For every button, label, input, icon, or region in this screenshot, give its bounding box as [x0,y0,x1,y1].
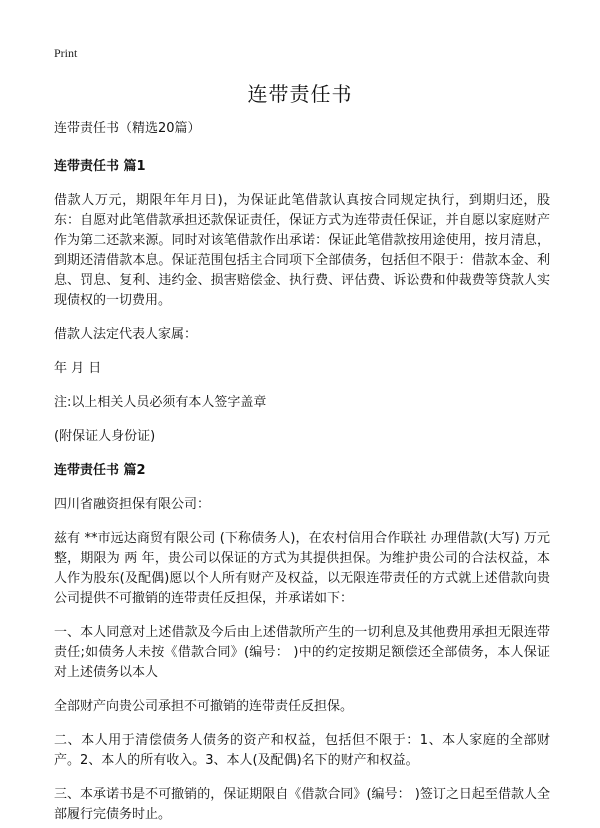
paragraph: 二、本人用于清偿债务人债务的资产和权益，包括但不限于：1、本人家庭的全部财产。2、本人的所有收入。3、本人(及配偶)名下的财产和权益。 [54,733,550,768]
section-heading: 连带责任书 篇1 [54,159,146,174]
paragraph: 兹有 **市远达商贸有限公司 (下称债务人)，在农村信用合作联社 办理借款(大写) 万元整，期限为 两 年，贵公司以保证的方式为其提供担保。为维护贵公司的合法权益，本人作为股东(及配偶)愿以个人所有财产及权益，以无限连带责任的方式就上述借款向贵公司提供不可撤销的连带责任反担保，并承诺如下： [54,531,550,606]
paragraph: 借款人法定代表人家属： [54,327,198,342]
paragraph: (附保证人身份证) [54,429,156,444]
paragraph: 三、本承诺书是不可撤销的，保证期限自《借款合同》(编号： )签订之日起至借款人全部履行完债务时止。 [54,787,550,822]
document-subtitle: 连带责任书（精选20篇） [54,121,201,136]
section-heading: 连带责任书 篇2 [54,463,146,478]
paragraph: 一、本人同意对上述借款及今后由上述借款所产生的一切利息及其他费用承担无限连带责任;如债务人未按《借款合同》(编号： )中的约定按期足额偿还全部债务，本人保证对上述债务以本人 [54,625,550,680]
document-body [54,119,550,825]
paragraph: 四川省融资担保有限公司： [54,497,211,512]
paragraph: 全部财产向贵公司承担不可撤销的连带责任反担保。 [54,699,354,714]
document-title: 连带责任书 [247,82,353,106]
paragraph: 年 月 日 [54,361,102,376]
paragraph: 注:以上相关人员必须有本人签字盖章 [54,395,267,410]
paragraph: 借款人万元，期限年年月日)，为保证此笔借款认真按合同规定执行，到期归还，股东：自愿对此笔借款承担还款保证责任，保证方式为连带责任保证，并自愿以家庭财产作为第二还款来源。同时对该笔借款作出承诺：保证此笔借款按用途使用，按月清息，到期还清借款本息。保证范围包括主合同项下全部债务，包括但不限于：借款本金、利息、罚息、复利、违约金、损害赔偿金、执行费、评估费、诉讼费和仲裁费等贷款人实现债权的一切费用。 [54,193,550,308]
print-link[interactable]: Print [54,46,78,60]
